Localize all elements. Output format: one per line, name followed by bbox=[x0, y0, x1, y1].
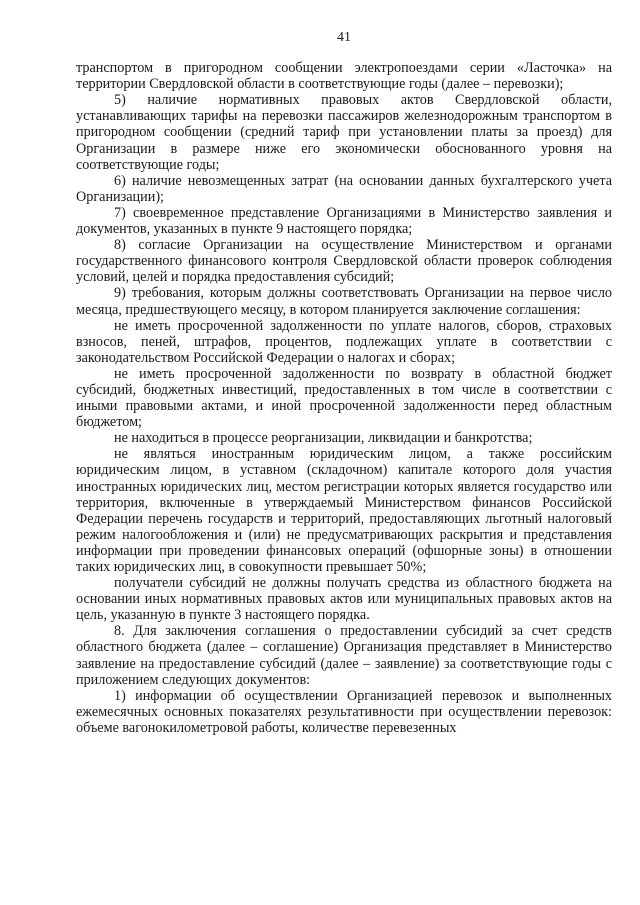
page-number: 41 bbox=[337, 30, 351, 45]
paragraph-document-1: 1) информации об осуществлении Организацией перевозок и выполненных ежемесячных основных показателях результативности при осуществлении перевозок: объеме вагонокилометровой работы, количестве перевезенных bbox=[76, 687, 612, 736]
document-page bbox=[76, 30, 612, 736]
paragraph-item-9: 9) требования, которым должны соответствовать Организации на первое число месяца, предшествующего месяцу, в котором планируется заключение соглашения: bbox=[76, 285, 612, 318]
paragraph-item-8: 8) согласие Организации на осуществление Министерством и органами государственного финансового контроля Свердловской области проверок соблюдения условий, целей и порядка предоставления субсидий; bbox=[76, 237, 612, 286]
paragraph-requirement-foreign-entity: не являться иностранным юридическим лицом, а также российским юридическим лицом, в уставном (складочном) капитале которого доля участия иностранных юридических лиц, местом регистрации которых является государство или территория, включенные в утверждаемый Министерством финансов Российской Федерации перечень государств и территорий, предоставляющих льготный налоговый режим налогообложения и (или) не предусматривающих раскрытия и представления информации при проведении финансовых операций (офшорные зоны) в отношении таких юридических лиц, в совокупности превышает 50%; bbox=[76, 446, 612, 575]
paragraph-section-8: 8. Для заключения соглашения о предоставлении субсидий за счет средств областного бюджета (далее – соглашение) Организация представляет в Министерство заявление на предоставление субсидий (далее – заявление) за соответствующие годы с приложением следующих документов: bbox=[76, 623, 612, 688]
paragraph-item-6: 6) наличие невозмещенных затрат (на основании данных бухгалтерского учета Организации); bbox=[76, 172, 612, 205]
paragraph-requirement-reorganization: не находиться в процессе реорганизации, ликвидации и банкротства; bbox=[114, 430, 533, 447]
paragraph-continuation: транспортом в пригородном сообщении электропоездами серии «Ласточка» на территории Свердловской области в соответствующие годы (далее – перевозки); bbox=[76, 60, 612, 93]
paragraph-item-7: 7) своевременное представление Организациями в Министерство заявления и документов, указанных в пункте 9 настоящего порядка; bbox=[76, 204, 612, 238]
paragraph-item-5: 5) наличие нормативных правовых актов Свердловской области, устанавливающих тарифы на перевозки пассажиров железнодорожным транспортом в пригородном сообщении (средний тариф при установлении платы за проезд) для Организации в размере ниже его экономически обоснованного уровня на соответствующие годы; bbox=[76, 92, 612, 173]
paragraph-requirement-taxes: не иметь просроченной задолженности по уплате налогов, сборов, страховых взносов, пеней, штрафов, процентов, подлежащих уплате в соответствии с законодательством Российской Федерации о налогах и сборах; bbox=[76, 317, 612, 366]
paragraph-requirement-budget-debt: не иметь просроченной задолженности по возврату в областной бюджет субсидий, бюджетных инвестиций, предоставленных в том числе в соответствии с иными правовыми актами, и иной просроченной задолженности перед областным бюджетом; bbox=[76, 365, 612, 431]
paragraph-requirement-other-funds: получатели субсидий не должны получать средства из областного бюджета на основании иных нормативных правовых актов или муниципальных правовых актов на цель, указанную в пункте 3 настоящего порядка. bbox=[76, 575, 612, 624]
